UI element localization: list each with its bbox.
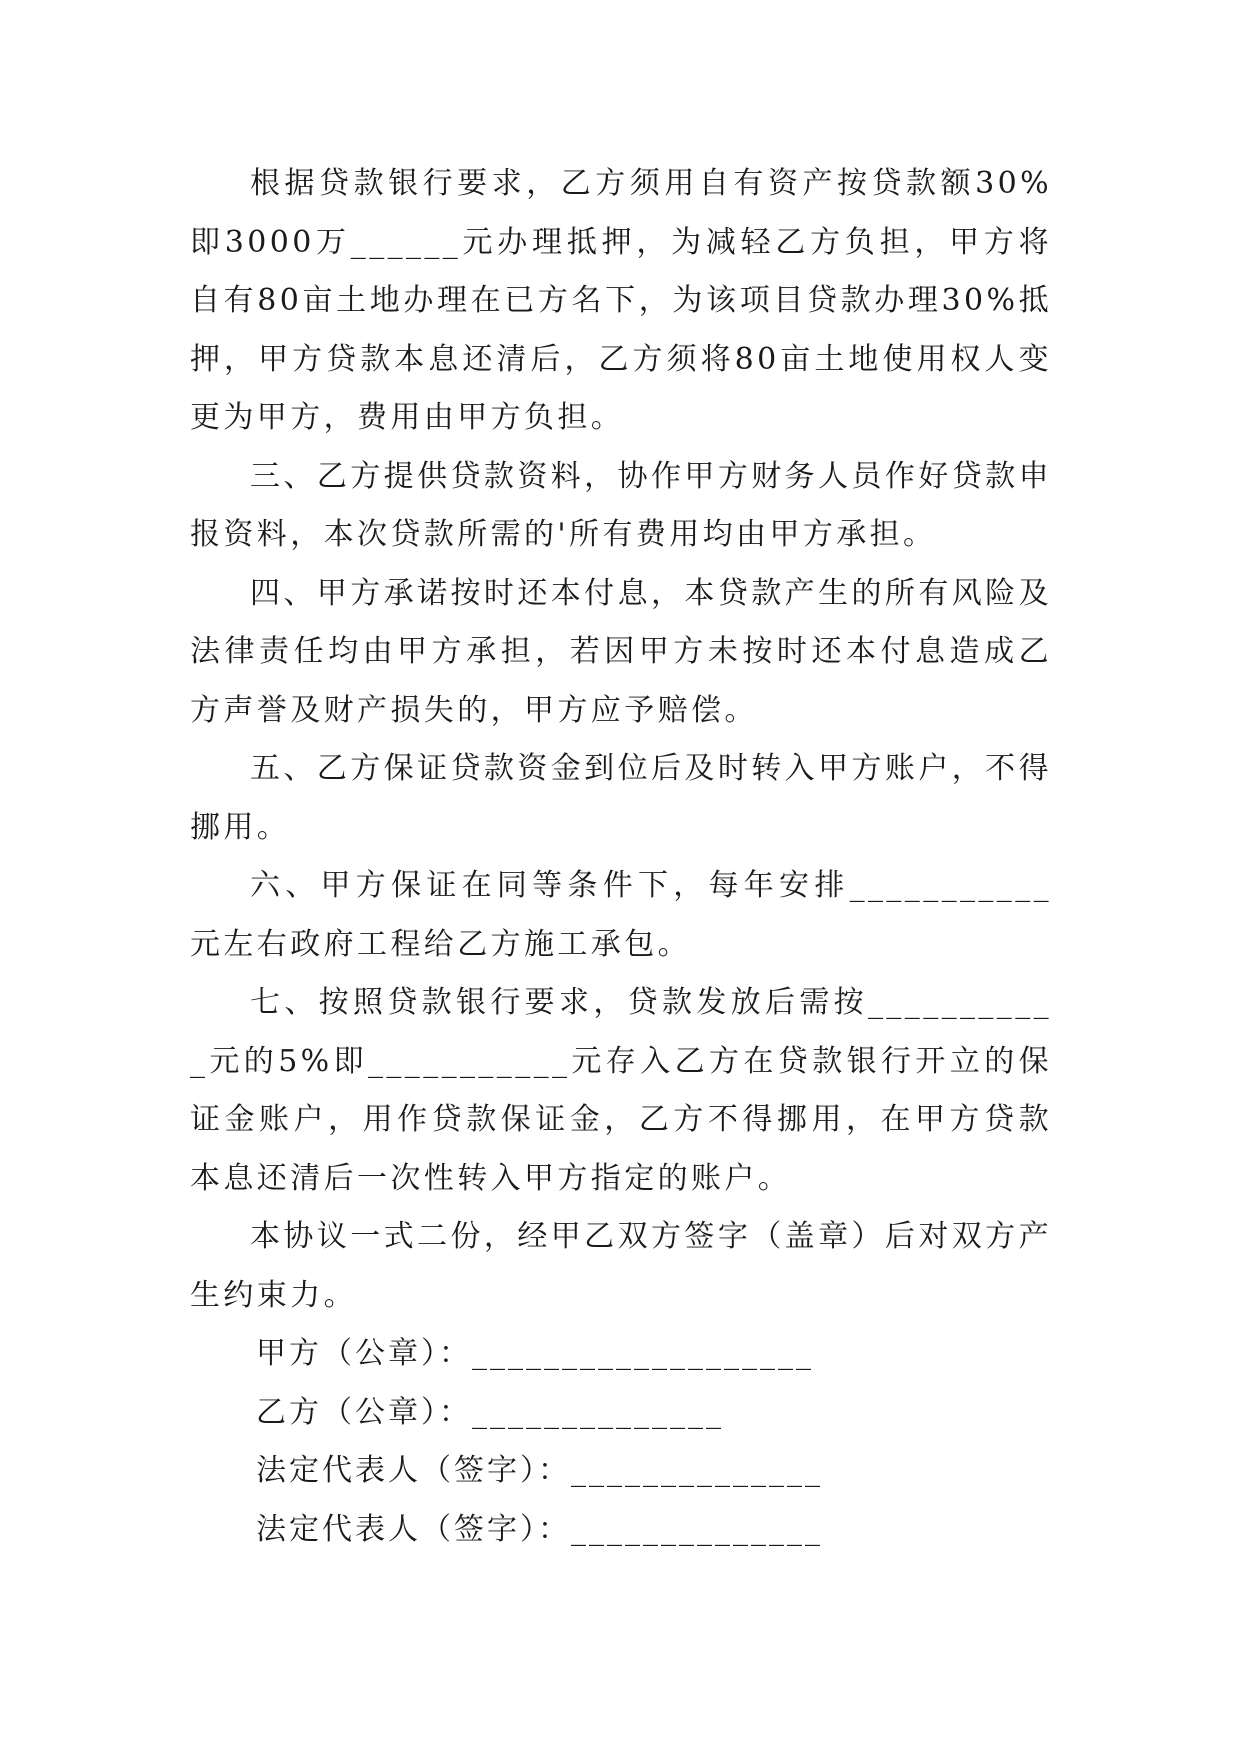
paragraph-clause-4: 四、甲方承诺按时还本付息，本贷款产生的所有风险及法律责任均由甲方承担，若因甲方未按时还本付息造成乙方声誉及财产损失的，甲方应予赔偿。 [190, 575, 1052, 728]
paragraph-clause-7: 七、按照贷款银行要求，贷款发放后需按___________元的5%即___________元存入乙方在贷款银行开立的保证金账户，用作贷款保证金，乙方不得挪用，在甲方贷款本息还清后一次性转入甲方指定的账户。 [190, 985, 1052, 1196]
paragraph-clause-3: 三、乙方提供贷款资料，协作甲方财务人员作好贷款申报资料，本次贷款所需的'所有费用均由甲方承担。 [190, 458, 1052, 552]
signature-party-a-seal: 甲方（公章）：___________________ [256, 1336, 814, 1371]
signature-legal-rep-2: 法定代表人（签字）：______________ [256, 1511, 823, 1547]
paragraph-mortgage-terms: 根据贷款银行要求，乙方须用自有资产按贷款额30%即3000万______元办理抵押，为减轻乙方负担，甲方将自有80亩土地办理在已方名下，为该项目贷款办理30%抵押，甲方贷款本息还清后，乙方须将80亩土地使用权人变更为甲方，费用由甲方负担。 [190, 166, 1052, 435]
signature-legal-rep-1: 法定代表人（签字）：______________ [256, 1453, 823, 1488]
paragraph-clause-5: 五、乙方保证贷款资金到位后及时转入甲方账户，不得挪用。 [190, 751, 1052, 845]
paragraph-agreement-copies: 本协议一式二份，经甲乙双方签字（盖章）后对双方产生约束力。 [190, 1219, 1052, 1313]
signature-party-b-seal: 乙方（公章）：______________ [256, 1394, 724, 1430]
paragraph-clause-6: 六、甲方保证在同等条件下，每年安排___________元左右政府工程给乙方施工承包。 [190, 868, 1052, 962]
document-body [190, 155, 1052, 1559]
